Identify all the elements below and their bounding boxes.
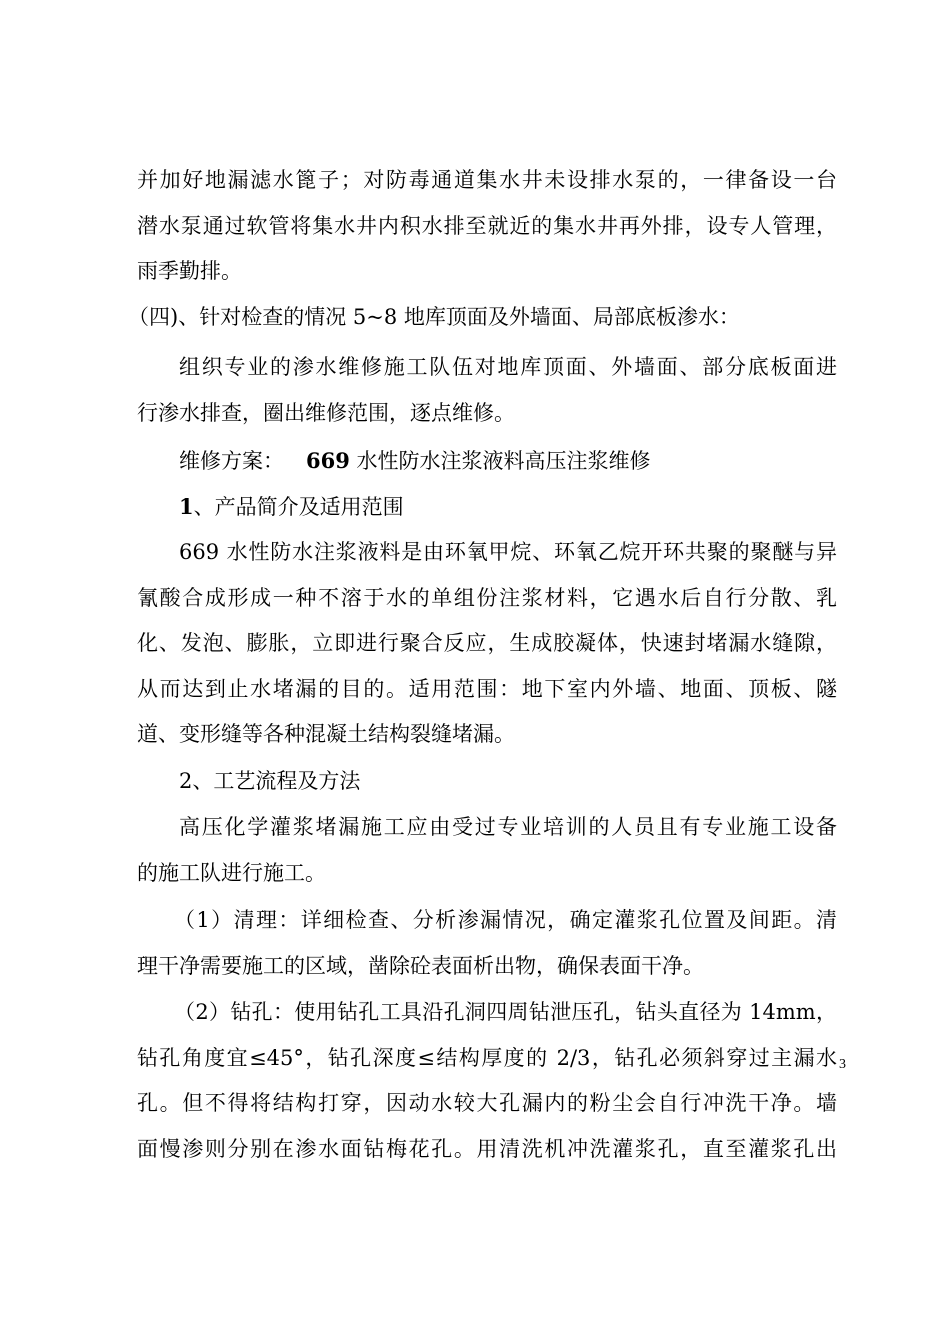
subheading-number: 1 [179,494,194,519]
text-line: 的施工队进行施工。 [137,860,326,885]
subheading-two [137,759,837,805]
subheading-text: 、产品简介及适用范围 [193,495,404,519]
text-line: （四)、针对检查的情况 5~8 地库顶面及外墙面、局部底板渗水： [128,305,740,329]
text-line: 钻孔角度宜≤45°，钻孔深度≤结构厚度的 2/3，钻孔必须斜穿过主漏水 [137,1045,837,1070]
repair-plan-line [137,438,837,485]
text-line: 行渗水排查，圈出维修范围，逐点维修。 [137,400,515,425]
text-line [137,484,837,531]
text-line: （2）钻孔：使用钻孔工具沿孔洞四周钻泄压孔，钻头直径为 14mm， [174,1000,837,1024]
text-line: 雨季勤排。 [137,259,242,283]
product-code: 669 [306,448,350,473]
section-heading-four [128,295,828,341]
text-line: 组织专业的渗水维修施工队伍对地库顶面、外墙面、部分底板面进 [179,355,837,379]
paragraph-repair-team [137,345,837,436]
text-line: 道、变形缝等各种混凝土结构裂缝堵漏。 [137,722,515,746]
text-line: 高压化学灌浆堵漏施工应由受过专业培训的人员且有专业施工设备 [179,815,837,839]
text-line: 孔。但不得将结构打穿，因动水较大孔漏内的粉尘会自行冲洗干净。墙 [137,1091,837,1115]
text-line: 从而达到止水堵漏的目的。适用范围：地下室内外墙、地面、顶板、隧 [137,676,837,701]
text-line: 并加好地漏滤水篦子；对防毒通道集水井未设排水泵的，一律备设一台 [137,168,837,192]
text-line: 潜水泵通过软管将集水井内积水排至就近的集水井再外排，设专人管理， [137,213,837,238]
text-line: 氰酸合成形成一种不溶于水的单组份注浆材料，它遇水后自行分散、乳 [137,585,837,610]
paragraph-drainage [137,158,837,295]
repair-plan-prefix: 维修方案： [179,449,284,473]
text-line: 2、工艺流程及方法 [179,769,361,793]
paragraph-construction-team [137,805,837,896]
repair-plan-suffix: 水性防水注浆液料高压注浆维修 [349,449,651,473]
text-line: 669 水性防水注浆液料是由环氧甲烷、环氧乙烷开环共聚的聚醚与异 [179,540,837,564]
text-line: 理干净需要施工的区域，凿除砼表面析出物，确保表面干净。 [137,953,704,978]
paragraph-step-drill [137,990,837,1172]
text-line: （1）清理：详细检查、分析渗漏情况，确定灌浆孔位置及间距。清 [174,908,837,932]
text-line: 面慢渗则分别在渗水面钻梅花孔。用清洗机冲洗灌浆孔，直至灌浆孔出 [137,1136,837,1161]
text-line: 化、发泡、膨胀，立即进行聚合反应，生成胶凝体，快速封堵漏水缝隙， [137,631,837,655]
text-line [137,438,837,485]
page-number: 3 [839,1057,846,1072]
paragraph-step-clean [137,898,837,989]
subheading-one [137,484,837,531]
paragraph-product-intro [137,530,837,758]
